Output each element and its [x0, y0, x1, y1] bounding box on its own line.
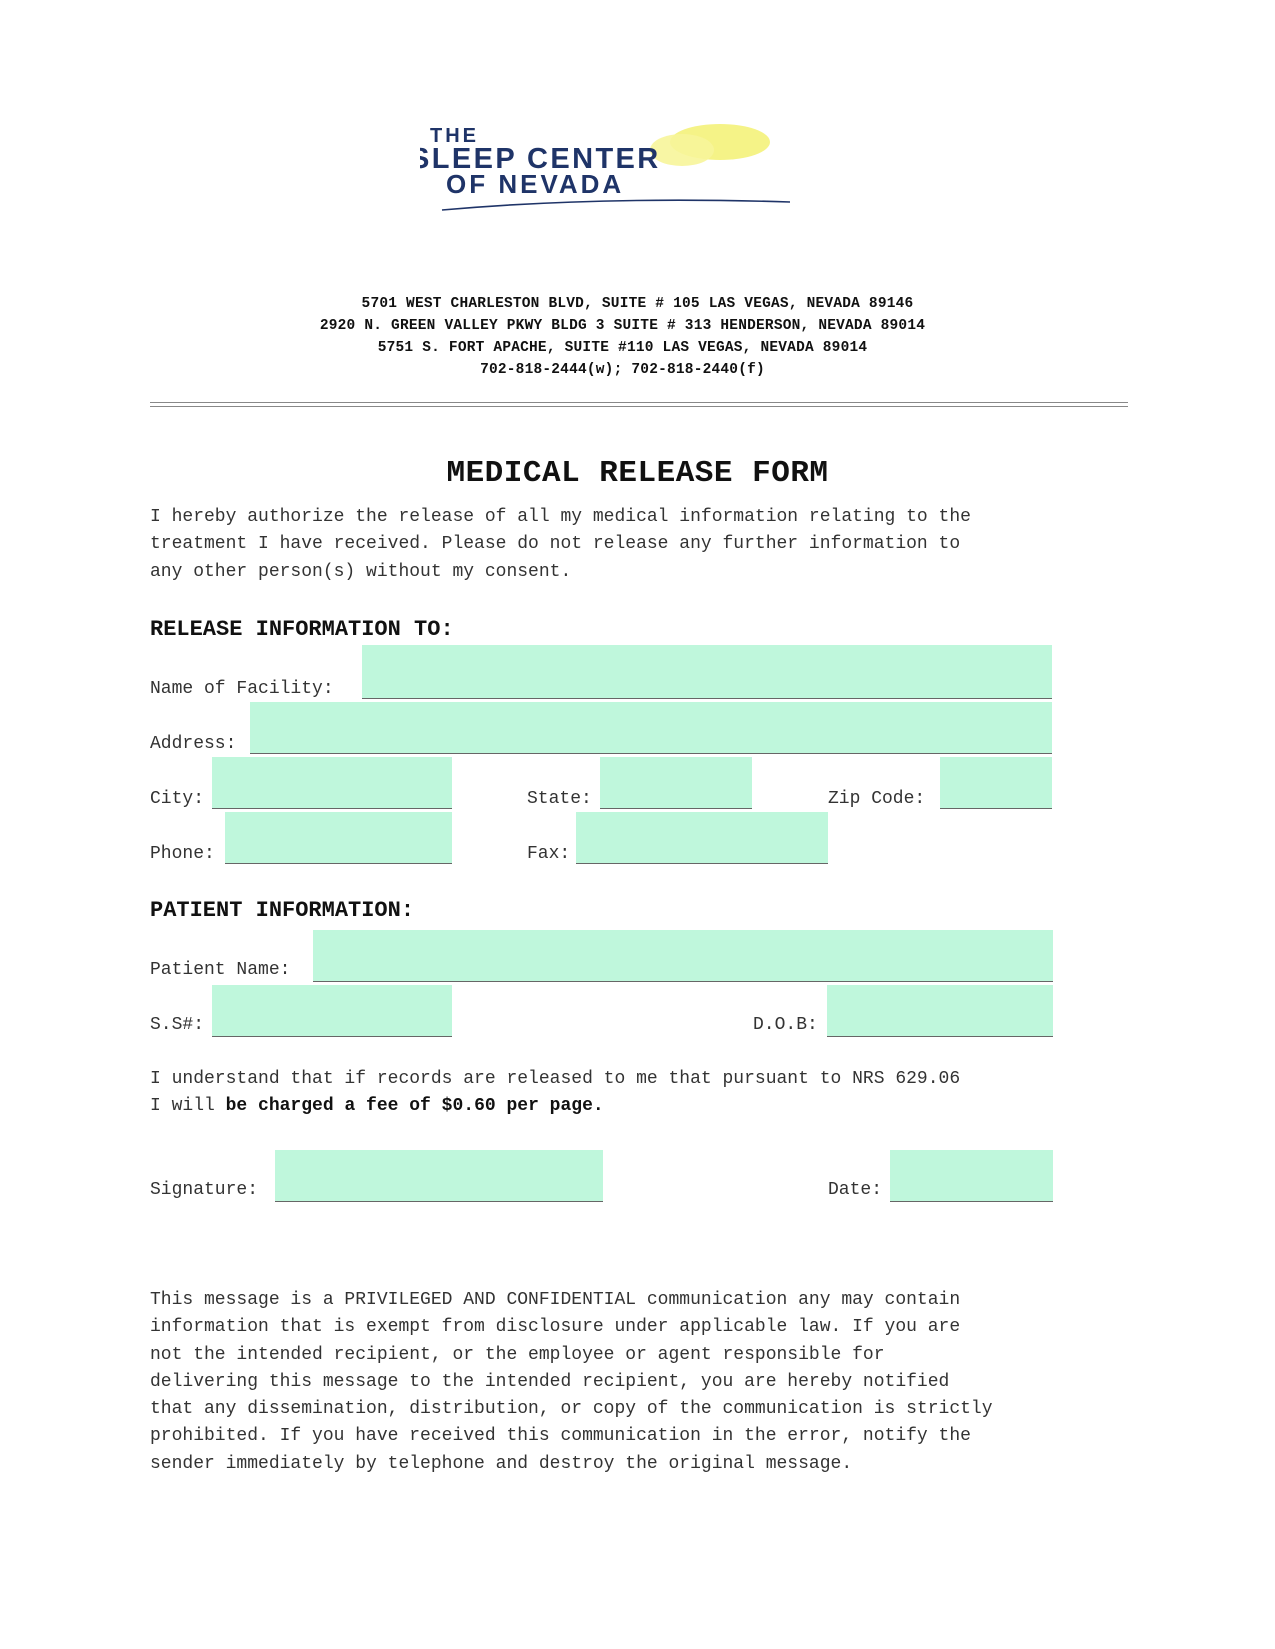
facility-label: Name of Facility:	[150, 679, 334, 699]
header-divider-top	[150, 402, 1128, 403]
logo-line2: SLEEP CENTER	[420, 143, 661, 175]
zip-label: Zip Code:	[828, 789, 926, 809]
address-line-3: 5751 S. FORT APACHE, SUITE #110 LAS VEGAS, NEVADA 89014	[377, 340, 868, 356]
city-label: City:	[150, 789, 205, 809]
ss-label: S.S#:	[150, 1015, 205, 1035]
fee-text-prefix: I will	[150, 1096, 226, 1116]
signature-label: Signature:	[150, 1180, 259, 1200]
logo-line3: OF NEVADA	[446, 169, 625, 199]
dob-label: D.O.B:	[753, 1015, 818, 1035]
signature-field[interactable]	[275, 1150, 603, 1202]
release-section-heading: RELEASE INFORMATION TO:	[150, 617, 454, 642]
facility-field[interactable]	[362, 645, 1052, 699]
fee-text-line2	[150, 1096, 604, 1116]
address-line-1: 5701 WEST CHARLESTON BLVD, SUITE # 105 LAS VEGAS, NEVADA 89146	[361, 296, 914, 312]
phone-field[interactable]	[225, 812, 452, 864]
state-field[interactable]	[600, 757, 752, 809]
ss-field[interactable]	[212, 985, 452, 1037]
fee-text-bold: be charged a fee of $0.60 per page.	[225, 1096, 604, 1116]
fax-field[interactable]	[576, 812, 828, 864]
logo-graphic	[420, 120, 840, 230]
sleep-center-logo	[420, 120, 840, 230]
address-line-2: 2920 N. GREEN VALLEY PKWY BLDG 3 SUITE # 313 HENDERSON, NEVADA 89014	[319, 318, 926, 334]
patient-name-label: Patient Name:	[150, 960, 291, 980]
date-label: Date:	[828, 1180, 883, 1200]
address-field[interactable]	[250, 702, 1052, 754]
logo-line1: THE	[430, 125, 479, 147]
phone-fax-line: 702-818-2444(w); 702-818-2440(f)	[480, 362, 765, 378]
phone-label: Phone:	[150, 844, 215, 864]
fax-label: Fax:	[527, 844, 571, 864]
zip-field[interactable]	[940, 757, 1052, 809]
intro-paragraph: I hereby authorize the release of all my medical information relating to the treatment I have received. Please do not release any further information to any other person(s) without my consent.	[150, 507, 971, 582]
state-label: State:	[527, 789, 592, 809]
form-title: MEDICAL RELEASE FORM	[446, 456, 829, 491]
dob-field[interactable]	[827, 985, 1053, 1037]
city-field[interactable]	[212, 757, 452, 809]
date-field[interactable]	[890, 1150, 1053, 1202]
address-label: Address:	[150, 734, 237, 754]
fee-text-line1: I understand that if records are released to me that pursuant to NRS 629.06	[150, 1069, 961, 1089]
patient-name-field[interactable]	[313, 930, 1053, 982]
header-divider-bottom	[150, 406, 1128, 407]
patient-section-heading: PATIENT INFORMATION:	[150, 898, 415, 923]
confidentiality-disclaimer: This message is a PRIVILEGED AND CONFIDENTIAL communication any may contain information that is exempt from disclosure under applicable law. If you are not the intended recipient, or the employee or agent responsible for delivering this message to the intended recipient, you are hereby notified that any dissemination, distribution, or copy of the communication is strictly prohibited. If you have received this communication in the error, notify the sender immediately by telephone and destroy the original message.	[150, 1290, 993, 1474]
